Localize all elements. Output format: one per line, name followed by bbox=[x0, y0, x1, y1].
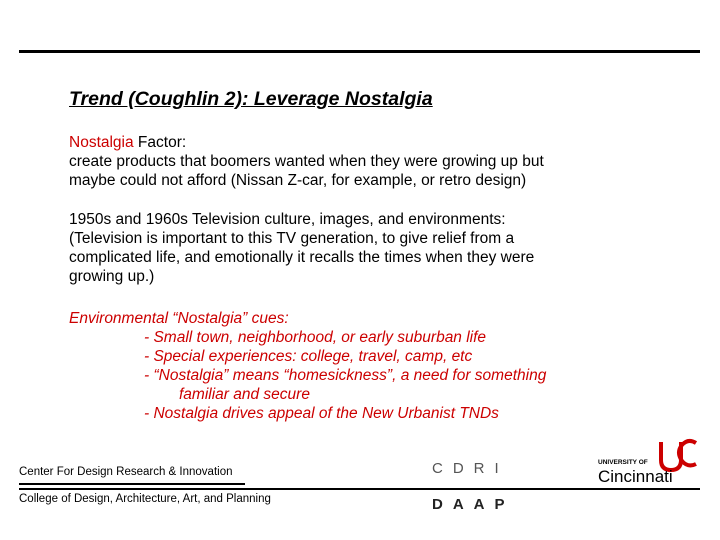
cue-item: - “Nostalgia” means “homesickness”, a need for something bbox=[144, 367, 547, 384]
nostalgia-factor-heading bbox=[69, 133, 544, 152]
slide-title: Trend (Coughlin 2): Leverage Nostalgia bbox=[69, 88, 433, 110]
logo-cincinnati: Cincinnati bbox=[598, 467, 673, 486]
nostalgia-cues-list bbox=[69, 309, 546, 423]
nostalgia-word: Nostalgia bbox=[69, 134, 134, 151]
daap-logo-text: DAAP bbox=[432, 496, 515, 513]
cue-item: - Small town, neighborhood, or early suburban life bbox=[144, 329, 487, 346]
top-rule bbox=[19, 50, 700, 53]
television-line-1: 1950s and 1960s Television culture, images, and environments: bbox=[69, 211, 506, 228]
footer-divider-short bbox=[19, 483, 245, 485]
television-line-3: complicated life, and emotionally it recalls the times when they were bbox=[69, 249, 535, 266]
television-line-4: growing up.) bbox=[69, 268, 155, 285]
nostalgia-factor-line-3: maybe could not afford (Nissan Z-car, for example, or retro design) bbox=[69, 172, 527, 189]
footer-divider-long bbox=[19, 488, 700, 490]
college-name: College of Design, Architecture, Art, and Planning bbox=[19, 493, 271, 505]
logo-university-of: UNIVERSITY OF bbox=[598, 459, 648, 466]
cues-heading: Environmental “Nostalgia” cues: bbox=[69, 310, 289, 327]
cue-item-continuation: familiar and secure bbox=[179, 386, 310, 403]
nostalgia-factor-line-2: create products that boomers wanted when they were growing up but bbox=[69, 153, 544, 170]
cdri-logo-text: CDRI bbox=[432, 460, 509, 477]
cue-item: - Special experiences: college, travel, camp, etc bbox=[144, 348, 473, 365]
factor-word: Factor: bbox=[133, 134, 187, 151]
center-name: Center For Design Research & Innovation bbox=[19, 466, 233, 478]
television-line-2: (Television is important to this TV generation, to give relief from a bbox=[69, 230, 515, 247]
university-of-cincinnati-logo bbox=[598, 434, 700, 486]
nostalgia-factor-paragraph bbox=[69, 133, 544, 190]
television-paragraph bbox=[69, 210, 534, 286]
cue-item: - Nostalgia drives appeal of the New Urbanist TNDs bbox=[144, 405, 499, 422]
